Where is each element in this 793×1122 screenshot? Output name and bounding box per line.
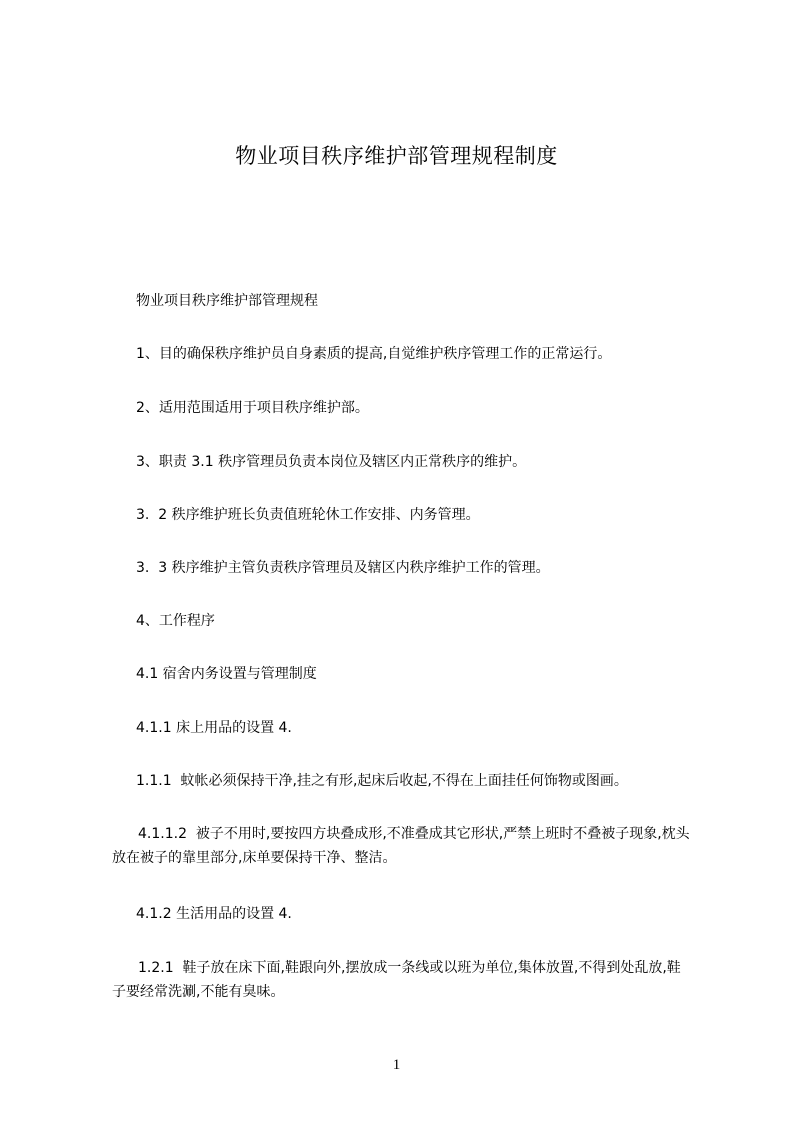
paragraph-section-4-1: 4.1 宿舍内务设置与管理制度 [136,666,317,682]
paragraph-duty-3-1: 3、职责 3.1 秩序管理员负责本岗位及辖区内正常秩序的维护。 [136,454,527,470]
document-title: 物业项目秩序维护部管理规程制度 [235,144,558,168]
paragraph-item-1-1-1: 1.1.1 蚊帐必须保持干净,挂之有形,起床后收起,不得在上面挂任何饰物或图画。 [136,773,628,789]
paragraph-procedure: 4、工作程序 [136,613,215,629]
paragraph-item-1-2-1: 1.2.1 鞋子放在床下面,鞋跟向外,摆放成一条线或以班为单位,集体放置,不得到处乱放,鞋子要经常洗涮,不能有臭味。 [112,960,681,1000]
paragraph-purpose: 1、目的确保秩序维护员自身素质的提高,自觉维护秩序管理工作的正常运行。 [136,346,612,362]
paragraph-section-4-1-2: 4.1.2 生活用品的设置 4. [136,906,292,922]
paragraph-item-4-1-1-2: 4.1.1.2 被子不用时,要按四方块叠成形,不准叠成其它形状,严禁上班时不叠被子现象,枕头放在被子的靠里部分,床单要保持干净、整洁。 [112,826,690,866]
paragraph-section-4-1-1: 4.1.1 床上用品的设置 4. [136,720,292,736]
paragraph-scope: 2、适用范围适用于项目秩序维护部。 [136,400,369,416]
paragraph-heading: 物业项目秩序维护部管理规程 [136,293,318,309]
page-number: 1 [392,1057,401,1073]
paragraph-duty-3-2: 3. 2 秩序维护班长负责值班轮休工作安排、内务管理。 [136,507,480,523]
paragraph-duty-3-3: 3. 3 秩序维护主管负责秩序管理员及辖区内秩序维护工作的管理。 [136,560,550,576]
